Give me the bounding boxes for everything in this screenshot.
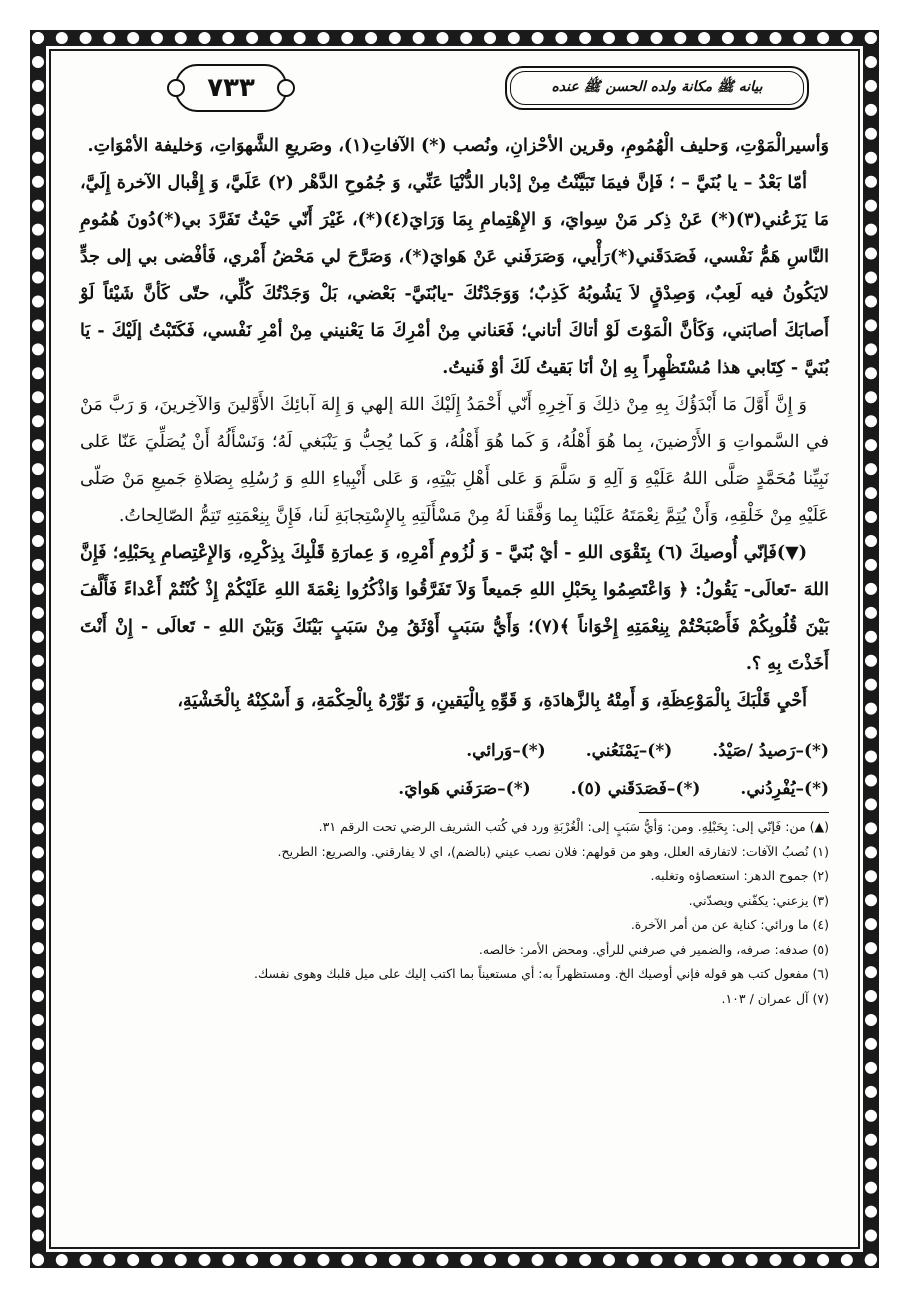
- main-text: [80, 128, 829, 720]
- footnote-divider: [639, 812, 829, 813]
- footnote: (١) نُصبُ الآفات: لاتفارقه العلل، وهو من قولهم: فلان نصب عيني (بالضم)، اي لا يفارقني. والصريع: الطريح.: [277, 843, 829, 859]
- page-content: [50, 48, 859, 1248]
- page-header: [80, 48, 829, 128]
- variant-item: (*)–رَصيدُ /صَيْدُ.: [712, 741, 829, 761]
- variant-item: (*)–صَرَفَني هَوايَ.: [398, 779, 531, 799]
- paragraph-5: أَحْيِ قَلْبَكَ بِالْمَوْعِظَةِ، وَ أَمِتْهُ بِالزَّهادَةِ، وَ قَوِّهِ بِالْيَقينِ، وَ نَوِّرْهُ بِالْحِكْمَةِ، وَ أَسْكِنْهُ بِالْخَشْيَةِ،: [177, 691, 807, 711]
- variant-readings: [80, 732, 829, 808]
- footnote: (٣) يزعني: يكفّني ويصدّني.: [688, 892, 829, 908]
- page-number: ٧٣٣: [175, 64, 287, 112]
- paragraph-3: وَ إِنَّ أَوَّلَ مَا أَبْدَؤُكَ بِهِ مِنْ ذلِكَ وَ آخِرِهِ أَنّي أَحْمَدُ إِلَيْكَ اللهَ إلهي وَ إِلهَ آبائِكَ الأَوَّلينَ وَالآخِرينَ، وَ رَبَّ مَنْ في السَّمواتِ وَ الأَرْضينَ، بِما هُوَ أَهْلُهُ، وَ كَما هُوَ أَهْلُهُ، وَ كَما يُحِبُّ وَ يَنْبَغي لَهُ؛ وَنَسْأَلُهُ أَنْ يُصَلِّيَ عَنّا عَلى نَبِيِّنا مُحَمَّدٍ صَلَّى اللهُ عَلَيْهِ وَ آلِهِ وَ سَلَّمَ وَ عَلى أَهْلِ بَيْتِهِ، وَ عَلى أَنْبِياءِ اللهِ وَ رُسُلِهِ بِصَلاةِ جَميعِ مَنْ صَلّى عَلَيْهِ مِنْ خَلْقِهِ، وَأَنْ يُتِمَّ نِعْمَتَهُ عَلَيْنا بِما وَفَّقَنا لَهُ مِنْ مَسْأَلَتِهِ بِالإِسْتِجابَةِ لَنا، فَإِنَّ بِنِعْمَتِهِ تَتِمُّ الصّالِحاتُ.: [80, 395, 829, 526]
- footnote: (٢) جموح الدهر: استعصاؤه وتغلبه.: [650, 868, 829, 883]
- paragraph-4: (▼)فَإنّي أُوصيكَ (٦) بِتَقْوَى اللهِ - أيْ بُنَيَّ - وَ لُزُومِ أَمْرِهِ، وَ عِمارَةِ قَلْبِكَ بِذِكْرِهِ، وَالإِعْتِصامِ بِحَبْلِهِ؛ فَإِنَّ اللهَ -تَعالَى- يَقُولُ: ﴿ وَاعْتَصِمُوا بِحَبْلِ اللهِ جَميعاً وَلاَ تَفَرَّقُوا وَاذْكُرُوا نِعْمَةَ اللهِ عَلَيْكُمْ إِذْ كُنْتُمْ أَعْداءً فَأَلَّفَ بَيْنَ قُلُوبِكُمْ فَأَصْبَحْتُمْ بِنِعْمَتِهِ إِخْوَاناً ﴾(٧)؛ وَأَيُّ سَبَبٍ أَوْثَقُ مِنْ سَبَبٍ بَيْنَكَ وَبَيْنَ اللهِ - تَعالَى - إِنْ أَنْتَ أَخَذْتَ بِهِ ؟.: [80, 543, 829, 674]
- footnote: (٤) ما ورائي: كناية عن من أمر الآخرة.: [630, 917, 829, 932]
- footnote: (٥) صدفه: صرفه، والضمير في صرفني للرأي. ومحض الأمر: خالصه.: [478, 941, 829, 957]
- variant-item: (*)–يَمْنَعُني.: [585, 741, 673, 761]
- paragraph-2: أمّا بَعْدُ – يا بُنَيَّ – ؛ فَإنَّ فيمَا تَبَيَّنْتُ مِنْ إدْبار الدُّنْيَا عَنِّي، وَ جُمُوحِ الدَّهْر (٢) عَلَيَّ، وَ إِقْبال الآخرة إِلَيَّ، مَا يَزَعُني(٣)(*) عَنْ ذِكر مَنْ سِوايَ، وَ الإِهْتِمامِ بِمَا وَرَايَ(٤)(*)، غَيْرَ أَنّي حَيْثُ تَفَرَّدَ بي(*)دُونَ هُمُومِ النَّاسِ هَمُّ نَفْسي، فَصَدَقَني(*)رَأْيي، وَصَرَفَني عَنْ هَوايَ(*)، وَصَرَّحَ لي مَحْضُ أَمْري، فَأفْضى بي إلى جدٍّ لايَكُونُ فيه لَعِبٌ، وَصِدْقٍ لاَ يَشُوبُهُ كَذِبٌ؛ وَوَجَدْتُكَ -يابُنَيَّ- بَعْضي، بَلْ وَجَدْتُكَ كُلِّي، حتّى كَأنَّ شَيْئاً لَوْ أَصابَكَ أصابَني، وَكَأنَّ الْمَوْتَ لَوْ أتاكَ أتاني؛ فَعَناني مِنْ أمْرِكَ مَا يَعْنيني مِنْ أمْرِ نَفْسي، فَكَتَبْتُ إلَيْكَ - يَا بُنَيَّ - كِتَابي هذا مُسْتَظْهِراً بِهِ إنْ أنَا بَقيتُ لَكَ أوْ فَنيتُ.: [80, 173, 830, 378]
- variant-row-1: [80, 732, 829, 770]
- footnote: (▲) من: فَإنّي إلى: بِحَبْلِهِ. ومن: وَأيُّ سَبَبٍ إلى: الْغُرْبَةِ ورد في كُتب الشريف الرضي تحت الرقم ٣١.: [318, 819, 829, 834]
- footnotes: [80, 815, 829, 1011]
- variant-row-2: [80, 770, 829, 808]
- footnote: (٧) آل عمران / ١٠٣.: [721, 990, 829, 1006]
- footnote: (٦) مفعول كتب هو قوله فإني أوصيك الخ. ومستظهراً به: أي مستعيناً بما اكتب إليك على ميل قلبك وهوى نفسك.: [254, 966, 829, 981]
- paragraph-1: وَأسيرالْمَوْتِ، وَحليف الْهُمُومِ، وقرين الأحْزانِ، ونُصب (*) الآفاتِ(١)، وصَريعِ الشَّهوَاتِ، وَخليفة الأمْوَاتِ.: [87, 136, 829, 156]
- chapter-title: بيانه ﷺ مكانة ولده الحسن ﷺ عنده: [505, 66, 809, 110]
- variant-item: (*)–فَصَدَقَني (٥).: [570, 779, 701, 799]
- variant-item: (*)–يُفْرِدُني.: [740, 779, 829, 799]
- variant-item: (*)–وَرائي.: [466, 741, 546, 761]
